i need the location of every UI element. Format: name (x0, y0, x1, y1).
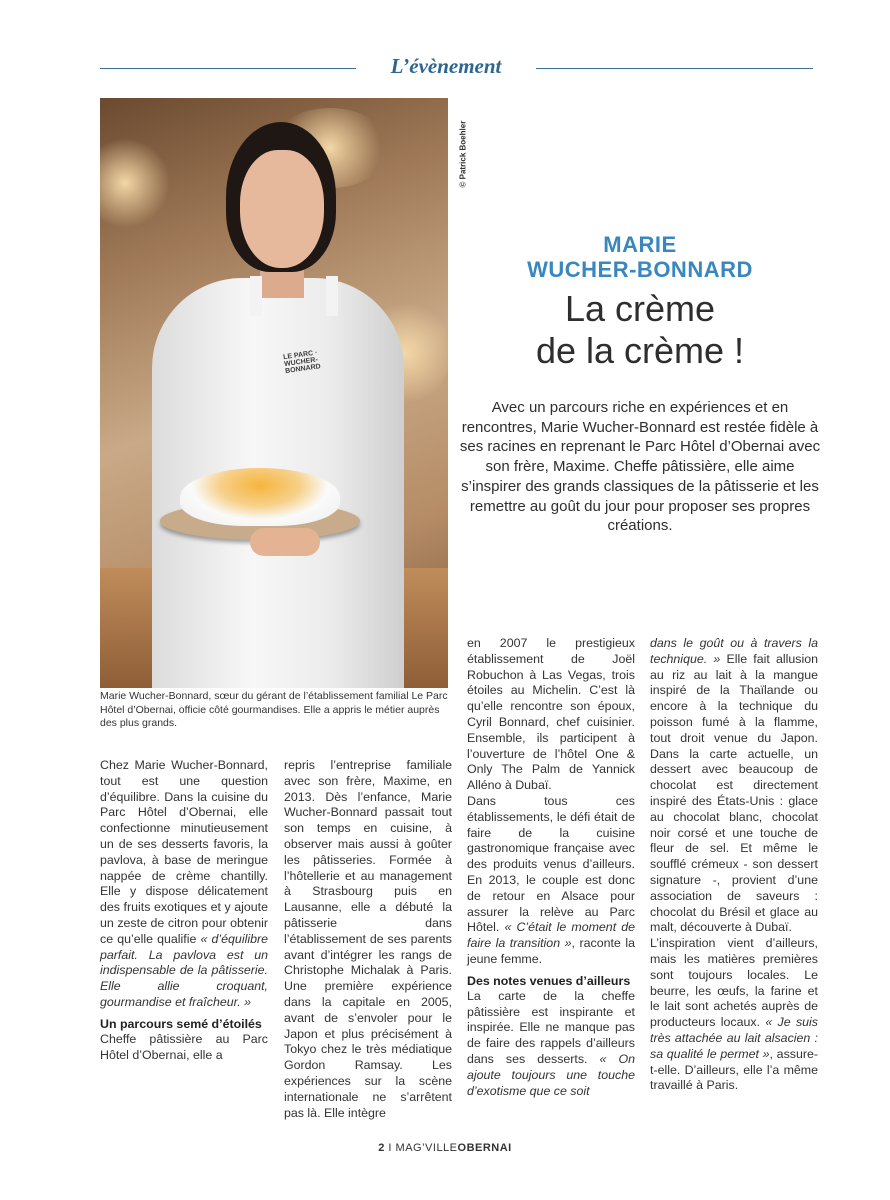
page-number: 2 (378, 1142, 385, 1154)
subheading: Des notes venues d’ailleurs (467, 973, 631, 988)
text-column-1: Chez Marie Wucher-Bonnard, tout est une question d’équilibre. Dans la cuisine du Parc Hôtel d’Obernai, elle confectionne minutieusement un de ses desserts favoris, la pavlova, à base de meringue nappée de crème chantilly. Elle y dispose délicatement des fruits exotiques et y ajoute un zeste de citron pour obtenir ce qu’elle qualifie « d’équilibre parfait. La pavlova est un indispensable de la pâtisserie. Elle allie croquant, gourmandise et fraîcheur. » Un parcours semé d’étoilés Cheffe pâtissière au Parc Hôtel d’Obernai, elle a (100, 758, 268, 1062)
article-title: La crème de la crème ! (535, 288, 745, 371)
article-intro: Avec un parcours riche en expériences et en rencontres, Marie Wucher-Bonnard est restée fidèle à ses racines en reprenant le Parc Hôtel d’Obernai avec son frère, Maxime. Cheffe pâtissière, elle aime s’inspirer des grands classiques de la pâtisserie et les remettre au goût du jour pour proposer ses propres créations. (459, 399, 821, 535)
text-column-2: repris l’entreprise familiale avec son frère, Maxime, en 2013. Dès l’enfance, Marie Wucher-Bonnard passait tout son temps en cuisine, à observer mais aussi à goûter les pâtisseries. Formée à l’hôtellerie et au management à Strasbourg puis en Lausanne, elle a débuté la pâtisserie dans l’établissement de ses parents avant d’intégrer les rangs de Christophe Michalak à Paris. Une première expérience dans la capitale en 2005, avant de s’envoler pour le Japon et plus précisément à Tokyo chez le très médiatique Gordon Ramsay. Les expériences sur la scène internationale ne s’arrêtent pas là. Elle intègre (284, 758, 452, 1120)
text-column-3: en 2007 le prestigieux établissement de Joël Robuchon à Las Vegas, trois étoiles au Michelin. C’est là qu’elle rencontre son époux, Cyril Bonnard, chef cuisinier. Ensemble, ils participent à l’ouverture de l’hôtel One & Only The Palm de Yannick Alléno à Dubaï. Dans tous ces établissements, le défi était de faire de la cuisine gastronomique française avec des produits venus d’ailleurs. En 2013, le couple est donc de retour en Alsace pour assurer la relève au Parc Hôtel. « C’était le moment de faire la transition », raconte la jeune femme. Des notes venues d’ailleurs La carte de la cheffe pâtissière est inspirante et inspirée. Elle ne manque pas de faire des rappels d’ailleurs dans ses desserts. « On ajoute toujours une touche d’exotisme que ce soit (467, 636, 635, 1098)
text-column-4: dans le goût ou à travers la technique. » Elle fait allusion au riz au lait à la mangue inspiré de la Thaïlande ou encore à la technique du poisson fumé à la flamme, tout droit venue du Japon. Dans la carte actuelle, un dessert avec beaucoup de chocolat est directement inspiré des États-Unis : glace au chocolat blanc, chocolat noir corsé et une touche de fleur de sel. Et même le soufflé crémeux - son dessert signature -, provient d’une association de saveurs : chocolat du Brésil et glace au malt, découverte à Dubaï. L’inspiration vient d’ailleurs, mais les matières premières sont toujours locales. Le beurre, les œufs, la farine et le lait sont achetés auprès de producteurs locaux. « Je suis très attachée au lait alsacien : sa qualité le permet », assure-t-elle. D’ailleurs, elle l’a même travaillé à Paris. (650, 636, 818, 1093)
pavlova-dessert (180, 468, 340, 526)
header-rule-left (100, 68, 356, 69)
portrait-photo: LE PARC · WUCHER-BONNARD (100, 98, 448, 688)
header-rule-right (536, 68, 813, 69)
page-footer: 2 I MAG’VILLEOBERNAI (378, 1142, 512, 1154)
magazine-name: MAG’VILLE (395, 1142, 458, 1154)
photo-credit: © Patrick Boehler (458, 120, 468, 188)
subheading: Un parcours semé d’étoilés (100, 1016, 262, 1031)
section-label: L’évènement (390, 54, 502, 78)
city-name: OBERNAI (457, 1142, 512, 1154)
photo-caption: Marie Wucher-Bonnard, sœur du gérant de l’établissement familial Le Parc Hôtel d’Obernai, officie côté gourmandises. Elle a appris le métier auprès des plus grands. (100, 690, 448, 729)
article-kicker: MARIE WUCHER-BONNARD (527, 232, 753, 282)
